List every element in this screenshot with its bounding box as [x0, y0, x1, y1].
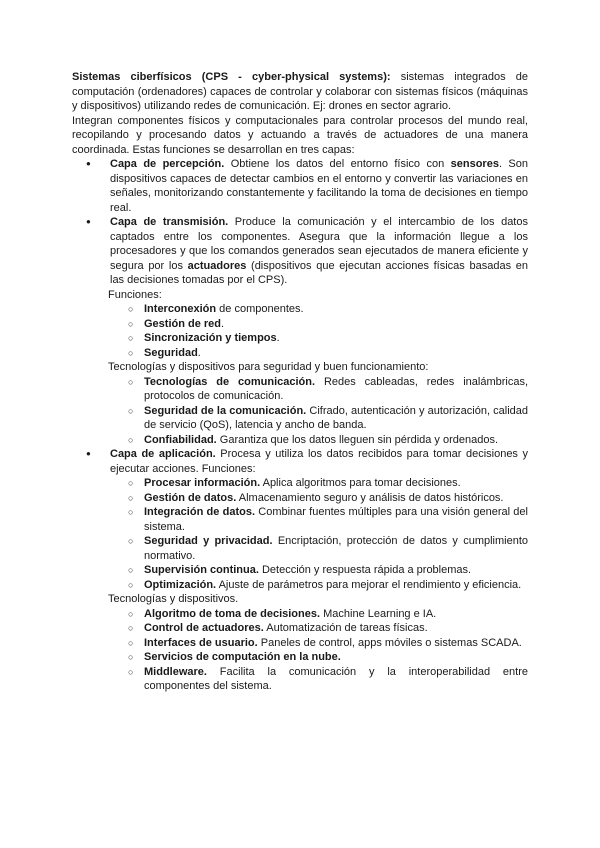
- list-item: ○ Tecnologías de comunicación. Redes cableadas, redes inalámbricas, protocolos de comunicación.: [108, 375, 528, 404]
- layer-transmission: ● Capa de transmisión. Produce la comunicación y el intercambio de los datos captados entre los componentes. Asegura que la información llegue a los procesadores y que los comandos generados sean ejecutados de manera eficiente y segura por los actuadores (dispositivos que ejecutan acciones físicas basadas en las decisiones tomadas por el CPS).: [72, 215, 528, 288]
- list-item: ○ Algoritmo de toma de decisiones. Machine Learning e IA.: [108, 607, 528, 622]
- intro-paragraph-2: Integran componentes físicos y computacionales para controlar procesos del mundo real, recopilando y procesando datos y actuando a través de actuadores de una manera coordinada. Estas funciones se desarrollan en tres capas:: [72, 114, 528, 156]
- list-item: ○ Seguridad y privacidad. Encriptación, protección de datos y cumplimiento normativo.: [108, 534, 528, 563]
- list-item: ○ Middleware. Facilita la comunicación y la interoperabilidad entre componentes del sistema.: [108, 665, 528, 694]
- layer-application-title: Capa de aplicación.: [110, 448, 216, 460]
- list-item: ○ Interconexión de componentes.: [108, 302, 528, 317]
- list-item: ○ Gestión de red.: [108, 317, 528, 332]
- transmission-tech-label: Tecnologías y dispositivos para seguridad y buen funcionamiento:: [108, 361, 429, 373]
- application-tech-label: Tecnologías y dispositivos.: [108, 593, 239, 605]
- list-item: ○ Confiabilidad. Garantiza que los datos lleguen sin pérdida y ordenados.: [108, 433, 528, 448]
- layer-perception: ● Capa de percepción. Obtiene los datos del entorno físico con sensores. Son dispositivos capaces de detectar cambios en el entorno y convertir las variaciones en señales, monitorizando constantemente y facilitando la toma de decisiones en tiempo real.: [72, 157, 528, 215]
- application-functions-list: [72, 476, 528, 592]
- list-item: ○ Gestión de datos. Almacenamiento seguro y análisis de datos históricos.: [108, 491, 528, 506]
- list-item: ○ Seguridad.: [108, 346, 528, 361]
- application-tech-list: [72, 607, 528, 694]
- intro-term: Sistemas ciberfísicos (CPS - cyber-physical systems):: [72, 71, 391, 83]
- layer-application: ● Capa de aplicación. Procesa y utiliza los datos recibidos para tomar decisiones y ejecutar acciones. Funciones:: [72, 447, 528, 476]
- transmission-functions-list: [72, 302, 528, 360]
- layer-transmission-title: Capa de transmisión.: [110, 216, 229, 228]
- layer-perception-title: Capa de percepción.: [110, 158, 225, 170]
- list-item: ○ Sincronización y tiempos.: [108, 331, 528, 346]
- list-item: ○ Procesar información. Aplica algoritmos para tomar decisiones.: [108, 476, 528, 491]
- layers-list-continued: [72, 447, 528, 476]
- list-item: ○ Interfaces de usuario. Paneles de control, apps móviles o sistemas SCADA.: [108, 636, 528, 651]
- list-item: ○ Supervisión continua. Detección y respuesta rápida a problemas.: [108, 563, 528, 578]
- list-item: ○ Seguridad de la comunicación. Cifrado, autenticación y autorización, calidad de servicio (QoS), latencia y ancho de banda.: [108, 404, 528, 433]
- list-item: ○ Optimización. Ajuste de parámetros para mejorar el rendimiento y eficiencia.: [108, 578, 528, 593]
- list-item: ○ Integración de datos. Combinar fuentes múltiples para una visión general del sistema.: [108, 505, 528, 534]
- intro-definition: sistemas integrados de computación (ordenadores) capaces de controlar y colaborar con sistemas físicos (máquinas y dispositivos) utilizando redes de comunicación. Ej: drones en sector agrario.: [72, 71, 528, 112]
- intro-paragraph: [72, 70, 528, 114]
- transmission-functions-label: Funciones:: [108, 288, 162, 301]
- list-item: ○ Control de actuadores. Automatización de tareas físicas.: [108, 621, 528, 636]
- layers-list: [72, 157, 528, 288]
- transmission-tech-list: [72, 375, 528, 448]
- list-item: ○ Servicios de computación en la nube.: [108, 650, 528, 665]
